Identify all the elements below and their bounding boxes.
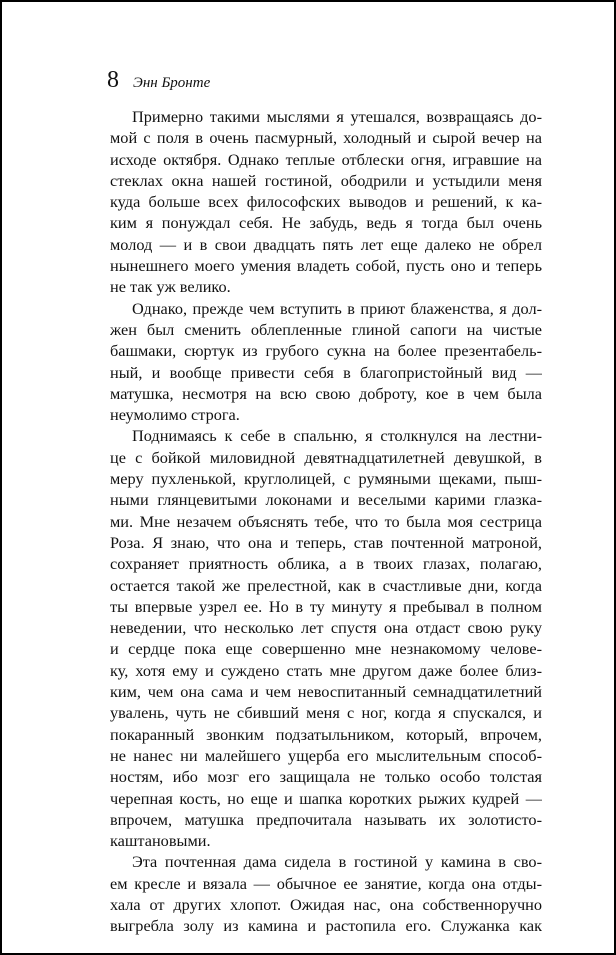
paragraph-line: каштановыми. <box>110 831 211 851</box>
paragraph-line: неведении, что несколько лет спустя она отдаст свою руку <box>110 618 542 638</box>
page-header <box>107 66 210 94</box>
paragraph-line: неумолимо строга. <box>110 405 240 425</box>
paragraph-line: ким, чем она сама и чем невоспитанный семнадцатилетний <box>110 682 542 702</box>
paragraph-line: Роза. Я знаю, что она и теперь, став почтенной матроной, <box>110 532 542 552</box>
paragraph-line: ем кресле и вязала — обычное ее занятие, когда она отды- <box>110 873 542 893</box>
paragraph-line: ный, и вообще привести себя в благопристойный вид — <box>110 362 542 382</box>
paragraph-line: увалень, чуть не сбивший меня с ног, когда я спускался, и <box>110 703 542 723</box>
paragraph-line: не так уж велико. <box>110 277 231 297</box>
paragraph-line: матушка, несмотря на всю свою доброту, кое в чем была <box>110 383 542 403</box>
paragraph-line: хала от других хлопот. Ожидая нас, она собственноручно <box>110 894 542 914</box>
paragraph-line: и сердце пока еще совершенно мне незнакомому челове- <box>110 639 542 659</box>
paragraph-line: выгребла золу из камина и растопила его. Служанка как <box>110 916 542 936</box>
paragraph-line: сохраняет приятность облика, а в твоих глазах, полагаю, <box>110 554 542 574</box>
paragraph-line: стеклах окна нашей гостиной, ободрили и устыдили меня <box>110 170 542 190</box>
paragraph-first-line: Однако, прежде чем вступить в приют блаженства, я дол- <box>132 298 542 318</box>
paragraph-first-line: Поднимаясь к себе в спальню, я столкнулся на лестни- <box>132 426 542 446</box>
paragraph-line: ку, хотя ему и суждено стать мне другом даже более близ- <box>110 660 542 680</box>
paragraph-line: башмаки, сюртук из грубого сукна на более презентабель- <box>110 341 542 361</box>
paragraph-line: це с бойкой миловидной девятнадцатилетней девушкой, в <box>110 447 542 467</box>
paragraph-line: жен был сменить облепленные глиной сапоги на чистые <box>110 319 542 339</box>
paragraph-line: меру пухленькой, круглолицей, с румяными щеками, пыш- <box>110 469 542 489</box>
paragraph-line: ми. Мне незачем объяснять тебе, что то была моя сестрица <box>110 511 542 531</box>
paragraph-line: ными глянцевитыми локонами и веселыми карими глазка- <box>110 490 542 510</box>
paragraph-line: впрочем, матушка предпочитала называть их золотисто- <box>110 809 542 829</box>
running-head: Энн Бронте <box>133 75 211 91</box>
paragraph-line: куда больше всех философских выводов и решений, к ка- <box>110 192 542 212</box>
paragraph-first-line: Эта почтенная дама сидела в гостиной у камина в сво- <box>132 852 542 872</box>
paragraph-line: нынешнего моего умения владеть собой, пусть оно и теперь <box>110 256 542 276</box>
paragraph-line: мой с поля в очень пасмурный, холодный и сырой вечер на <box>110 128 542 148</box>
paragraph-line: ностям, ибо мозг его защищала не только особо толстая <box>110 767 542 787</box>
page-number: 8 <box>107 67 119 93</box>
paragraph-line: остается такой же прелестной, как в счастливые дни, когда <box>110 575 542 595</box>
paragraph-line: молод — и в свои двадцать пять лет еще далеко не обрел <box>110 234 542 254</box>
paragraph-first-line: Примерно такими мыслями я утешался, возвращаясь до- <box>132 107 542 126</box>
paragraph-line: не нанес ни малейшего ущерба его мыслительным способ- <box>110 745 542 765</box>
paragraph-line: ты впервые узрел ее. Но в ту минуту я пребывал в полном <box>110 596 542 616</box>
paragraph-line: черепная кость, но еще и шапка коротких рыжих кудрей — <box>110 788 542 808</box>
paragraph-line: покаранный звонким подзатыльником, который, впрочем, <box>110 724 542 744</box>
body-text <box>110 106 542 937</box>
paragraph-line: исходе октября. Однако теплые отблески огня, игравшие на <box>110 149 542 169</box>
paragraph-line: ким я понуждал себя. Не забудь, ведь я тогда был очень <box>110 213 542 233</box>
